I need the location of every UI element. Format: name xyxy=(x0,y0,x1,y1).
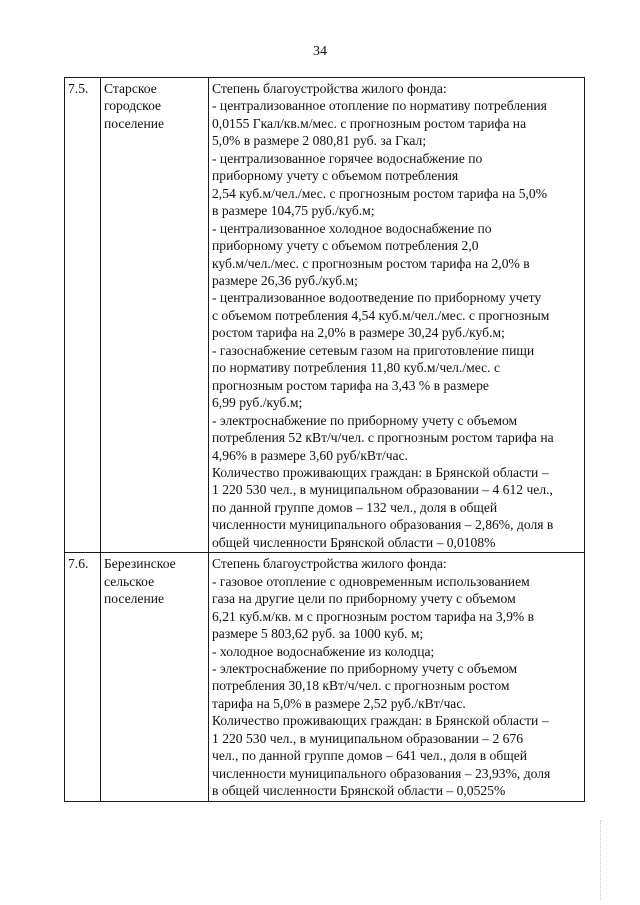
description-line: 0,0155 Гкал/кв.м/мес. с прогнозным ростом тарифа на xyxy=(212,115,527,131)
settlement-name-line: сельское xyxy=(104,573,155,589)
description-line: 2,54 куб.м/чел./мес. с прогнозным ростом тарифа на 5,0% xyxy=(212,185,548,201)
description-line: - централизованное холодное водоснабжение по xyxy=(212,220,492,236)
settlement-name-line: городское xyxy=(104,98,162,114)
settlement-name-line: Старское xyxy=(104,81,157,96)
description-line: общей численности Брянской области – 0,0108% xyxy=(212,534,496,550)
row-number: 7.5. xyxy=(65,78,101,553)
description-line: - холодное водоснабжение из колодца; xyxy=(212,643,435,659)
description-line: размере 5 803,62 руб. за 1000 куб. м; xyxy=(212,626,424,642)
description-line: - электроснабжение по приборному учету с объемом xyxy=(212,412,518,428)
description-line: 4,96% в размере 3,60 руб/кВт/час. xyxy=(212,447,409,463)
table-row xyxy=(65,78,585,553)
description-line: потребления 30,18 кВт/ч/чел. с прогнозным ростом xyxy=(212,678,510,694)
scan-edge-mark xyxy=(600,820,602,900)
description-line: по нормативу потребления 11,80 куб.м/чел./мес. с xyxy=(212,360,500,376)
description-line: численности муниципального образования – 2,86%, доля в xyxy=(212,517,554,533)
row-description xyxy=(209,553,585,801)
description-line: приборному учету с объемом потребления xyxy=(212,168,459,184)
description-line: - газоснабжение сетевым газом на приготовление пищи xyxy=(212,342,535,358)
description-line: 6,21 куб.м/кв. м с прогнозным ростом тарифа на 3,9% в xyxy=(212,608,535,624)
description-line: численности муниципального образования – 23,93%, доля xyxy=(212,765,551,781)
description-line: размере 26,36 руб./куб.м; xyxy=(212,272,358,288)
description-line: Количество проживающих граждан: в Брянской области – xyxy=(212,464,549,480)
settlement-name-line: Березинское xyxy=(104,556,176,572)
description-line: в общей численности Брянской области – 0,0525% xyxy=(212,783,506,799)
description-line: 1 220 530 чел., в муниципальном образовании – 4 612 чел., xyxy=(212,482,553,498)
row-number: 7.6. xyxy=(65,553,101,801)
description-line: ростом тарифа на 2,0% в размере 30,24 руб./куб.м; xyxy=(212,325,505,341)
description-line: Степень благоустройства жилого фонда: xyxy=(212,81,447,96)
settlement-name-line: поселение xyxy=(104,591,165,607)
settlement-name xyxy=(101,78,209,553)
settlement-name-line: поселение xyxy=(104,115,165,131)
description-line: - централизованное водоотведение по приборному учету xyxy=(212,290,542,306)
description-line: по данной группе домов – 132 чел., доля в общей xyxy=(212,499,498,515)
table-row xyxy=(65,553,585,801)
description-line: с объемом потребления 4,54 куб.м/чел./мес. с прогнозным xyxy=(212,307,550,323)
description-line: - централизованное горячее водоснабжение по xyxy=(212,150,483,166)
description-line: чел., по данной группе домов – 641 чел., доля в общей xyxy=(212,748,528,764)
description-line: в размере 104,75 руб./куб.м; xyxy=(212,203,375,219)
description-line: прогнозным ростом тарифа на 3,43 % в размере xyxy=(212,377,489,393)
description-line: куб.м/чел./мес. с прогнозным ростом тарифа на 2,0% в xyxy=(212,255,530,271)
row-description xyxy=(209,78,585,553)
description-line: тарифа на 5,0% в размере 2,52 руб./кВт/час. xyxy=(212,695,466,711)
description-line: - централизованное отопление по нормативу потребления xyxy=(212,98,547,114)
page-number: 34 xyxy=(313,44,327,59)
settlement-name xyxy=(101,553,209,801)
description-line: 1 220 530 чел., в муниципальном образовании – 2 676 xyxy=(212,730,524,746)
tariff-table xyxy=(64,77,585,802)
description-line: 6,99 руб./куб.м; xyxy=(212,395,303,411)
description-line: - газовое отопление с одновременным использованием xyxy=(212,573,530,589)
description-line: 5,0% в размере 2 080,81 руб. за Гкал; xyxy=(212,133,427,149)
description-line: газа на другие цели по приборному учету с объемом xyxy=(212,591,516,607)
description-line: Степень благоустройства жилого фонда: xyxy=(212,556,447,572)
description-line: - электроснабжение по приборному учету с объемом xyxy=(212,660,518,676)
description-line: приборному учету с объемом потребления 2,0 xyxy=(212,238,479,254)
description-line: Количество проживающих граждан: в Брянской области – xyxy=(212,713,549,729)
description-line: потребления 52 кВт/ч/чел. с прогнозным ростом тарифа на xyxy=(212,430,554,446)
